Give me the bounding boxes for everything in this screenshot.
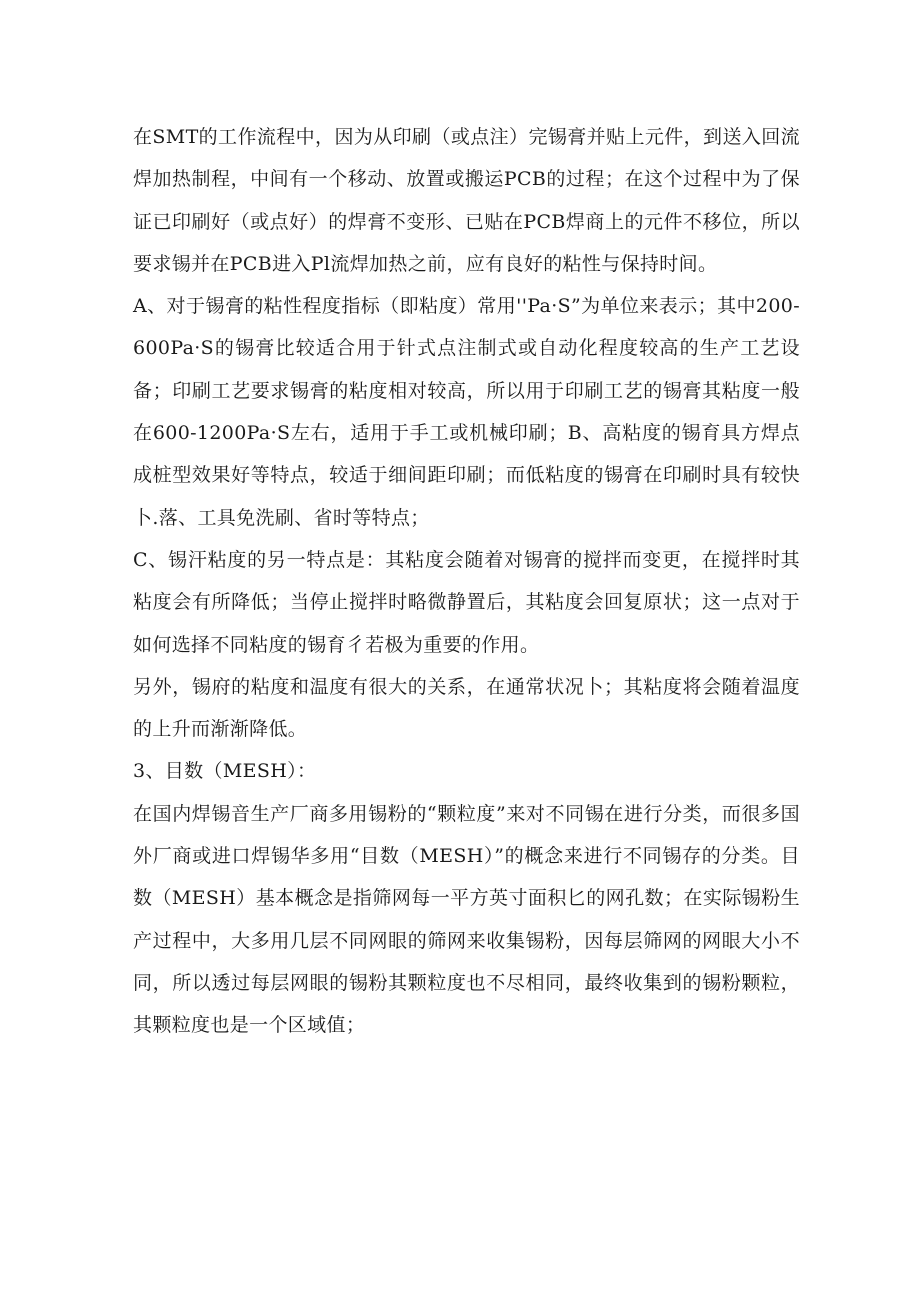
paragraph-smt-process: 在SMT的工作流程中，因为从印刷（或点注）完锡膏并贴上元件，到送入回流焊加热制程，中间有一个移动、放置或搬运PCB的过程；在这个过程中为了保证已印刷好（或点好）的焊膏不变形、已贴在PCB焊商上的元件不移位，所以要求锡并在PCB进入Pl流焊加热之前，应有良好的粘性与保持时间。 — [133, 126, 800, 275]
paragraph-viscosity-c: C、锡汗粘度的另一特点是：其粘度会随着对锡膏的搅拌而变更，在搅拌时其粘度会有所降低；当停止搅拌时略微静置后，其粘度会回复原状；这一点对于如何选择不同粘度的锡育彳若极为重要的作用。 — [133, 548, 800, 656]
paragraph-mesh: 在国内焊锡音生产厂商多用锡粉的“颗粒度”来对不同锡在进行分类，而很多国外厂商或进口焊锡华多用“目数（MESH）”的概念来进行不同锡存的分类。目数（MESH）基本概念是指筛网每一平方英寸面积匕的网孔数；在实际锡粉生产过程中，大多用几层不同网眼的筛网来收集锡粉，因每层筛网的网眼大小不同，所以透过每层网眼的锡粉其颗粒度也不尽相同，最终收集到的锡粉颗粒，其颗粒度也是一个区域值； — [133, 802, 800, 1037]
paragraph-temperature: 另外，锡府的粘度和温度有很大的关系，在通常状况卜；其粘度将会随着温度的上升而渐渐降低。 — [133, 675, 800, 741]
section-heading-mesh: 3、目数（MESH）： — [133, 760, 317, 783]
paragraph-viscosity-a: A、对于锡膏的粘性程度指标（即粘度）常用''Pa·S”为单位来表示；其中200-600Pa·S的锡膏比较适合用于针式点注制式或自动化程度较高的生产工艺设备；印刷工艺要求锡膏的粘度相对较高，所以用于印刷工艺的锡膏其粘度一般在600-1200Pa·S左右，适用于手工或机械印刷；B、高粘度的锡育具方焊点成桩型效果好等特点，较适于细间距印刷；而低粘度的锡膏在印刷时具有较快卜.落、工具免洗刷、省时等特点； — [133, 295, 800, 529]
